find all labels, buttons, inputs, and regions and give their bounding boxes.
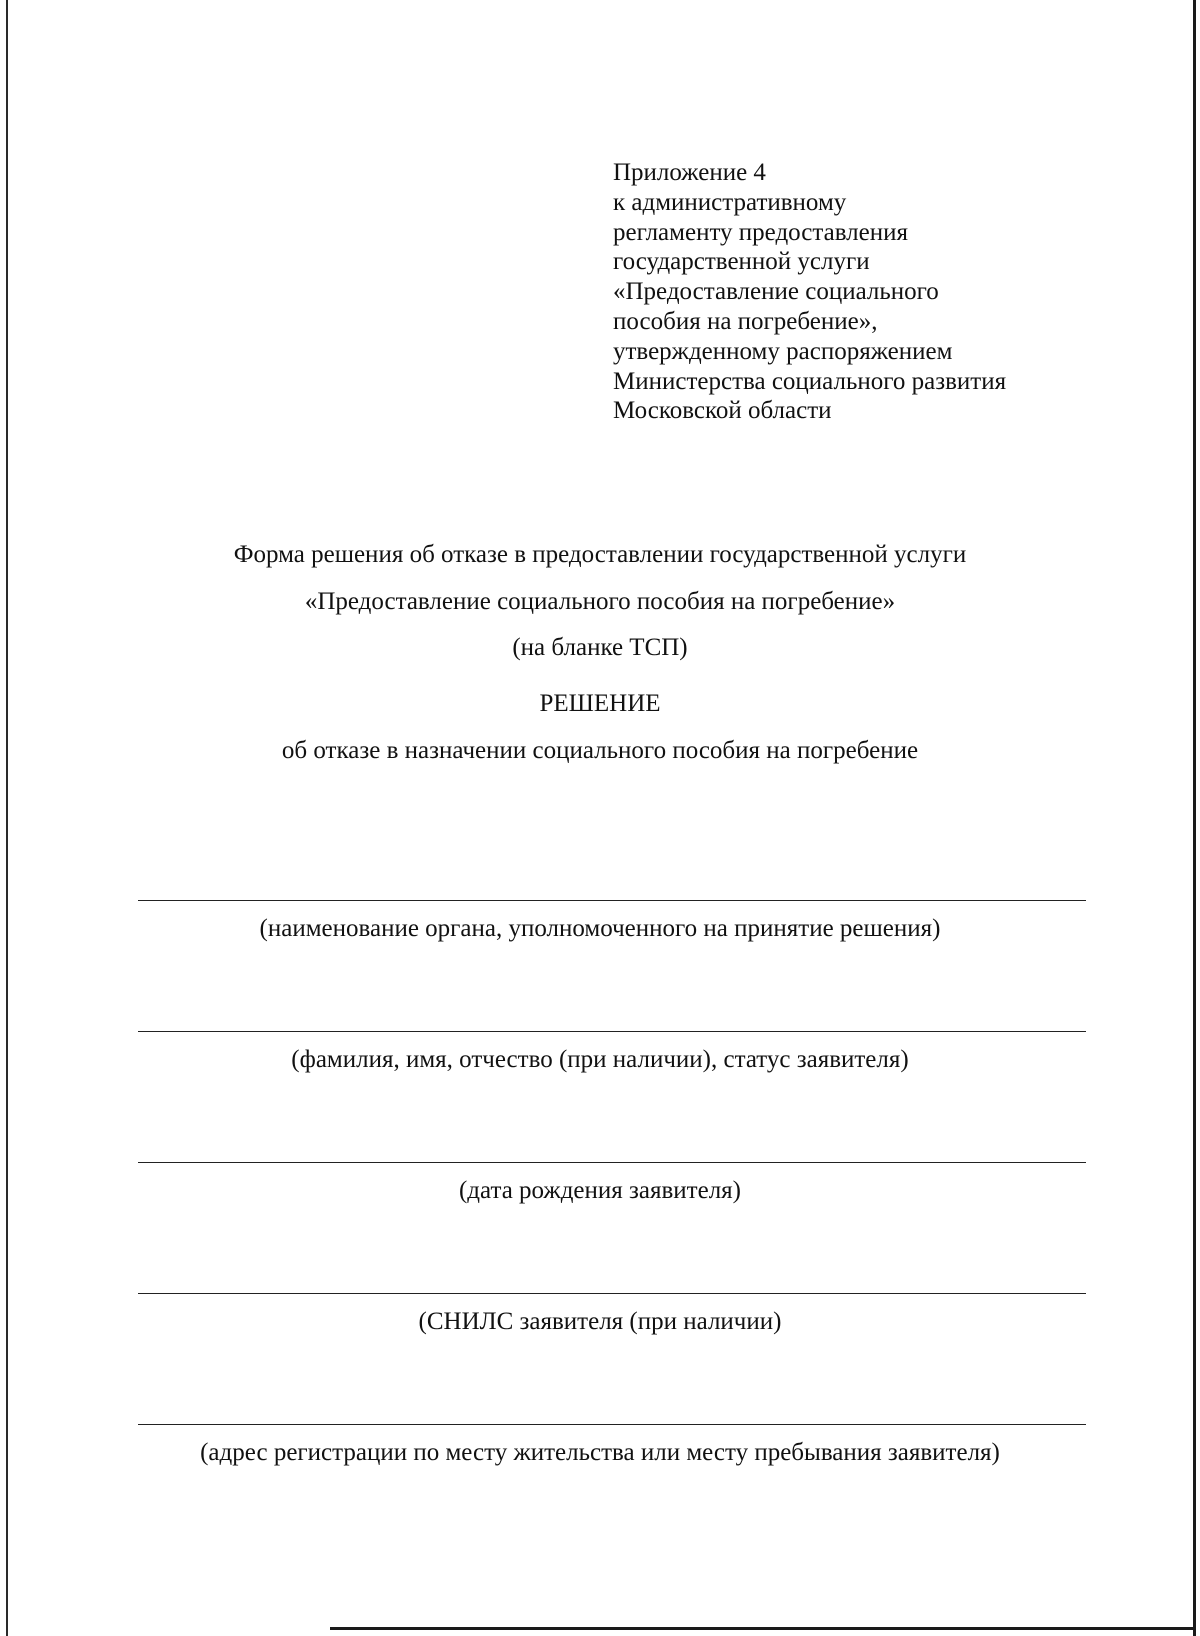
appendix-line: утвержденному распоряжением [613,337,953,365]
appendix-line: Московской области [613,397,832,425]
scan-edge-right [1193,0,1196,1636]
appendix-line: пособия на погребение», [613,307,878,335]
fill-line-snils [138,1293,1086,1294]
decision-heading: РЕШЕНИЕ [539,690,661,717]
caption-address: (адрес регистрации по месту жительства или месту пребывания заявителя) [200,1439,1000,1466]
appendix-line: государственной услуги [613,248,870,276]
caption-applicant-name: (фамилия, имя, отчество (при наличии), статус заявителя) [291,1046,909,1073]
caption-birth-date: (дата рождения заявителя) [458,1177,742,1204]
form-title-line-1: Форма решения об отказе в предоставлении государственной услуги [233,541,967,568]
scan-edge-bottom [330,1627,1194,1630]
caption-snils: (СНИЛС заявителя (при наличии) [418,1308,782,1335]
appendix-line: Министерства социального развития [613,367,1007,395]
scan-edge-left [6,0,8,1636]
appendix-line: «Предоставление социального [613,278,939,306]
fill-line-birth-date [138,1162,1086,1163]
appendix-line: регламенту предоставления [613,218,909,246]
fill-line-applicant-name [138,1031,1086,1032]
appendix-line: Приложение 4 [613,159,766,186]
fill-line-authority [138,900,1086,901]
form-title-line-2: «Предоставление социального пособия на погребение» [304,588,896,615]
appendix-line: к административному [613,188,847,216]
appendix-block [613,158,1006,426]
decision-subheading: об отказе в назначении социального пособия на погребение [281,737,919,764]
blank-note: (на бланке ТСП) [512,634,688,661]
caption-authority: (наименование органа, уполномоченного на принятие решения) [259,915,941,942]
fill-line-address [138,1424,1086,1425]
